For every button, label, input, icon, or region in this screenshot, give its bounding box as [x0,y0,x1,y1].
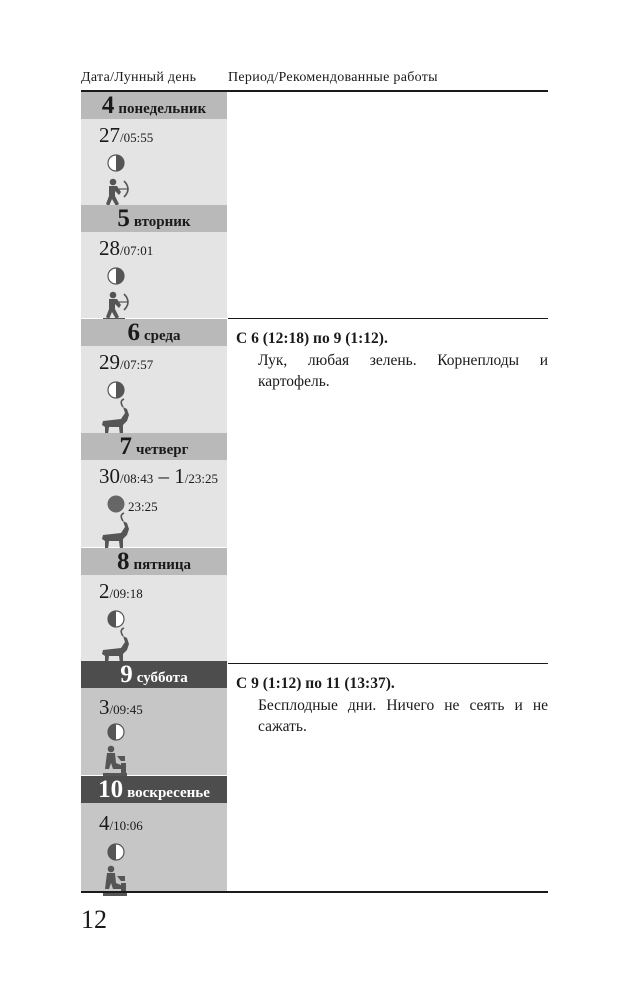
page-number: 12 [81,905,107,934]
period-text: Бесплодные дни. Ничего не сеять и не сажать. [258,697,548,735]
lunar-day: 27/05:55 [99,123,154,147]
weekday: понедельник [118,101,207,117]
bottom-rule [81,891,548,893]
day-header [81,776,227,803]
day-number: 8 [116,548,130,575]
day-column [81,92,227,891]
aquarius-icon [103,746,127,776]
day-cell [81,575,227,661]
lunar-day: 28/07:01 [99,236,154,260]
column-header-period: Период/Рекомендованные работы [228,70,438,85]
period-divider [228,663,548,664]
day-cell [81,232,227,318]
lunar-day: 30/08:43 – 1/23:25 [99,464,218,488]
period-entry [236,330,548,392]
period-text: Лук, любая зелень. Корнеплоды и картофель. [258,352,548,390]
weekday: суббота [136,670,188,686]
day-header [81,319,227,346]
weekday: вторник [133,214,191,230]
day-cell [81,346,227,433]
day-number: 9 [120,661,133,688]
moon-waxing-icon [108,382,124,398]
lunar-day: 3/09:45 [99,695,143,719]
lunar-day: 4/10:06 [99,811,143,835]
period-entry [236,675,548,737]
weekday: пятница [133,557,192,573]
day-cell [81,803,227,891]
day-header [81,661,227,688]
weekday: воскресенье [127,785,210,801]
new-moon-icon [108,496,125,513]
moon-waxing-icon [108,268,124,284]
day-cell [81,460,227,547]
day-cell [81,688,227,775]
day-number: 10 [98,776,124,803]
day-number: 5 [117,205,130,232]
lunar-day: 29/07:57 [99,350,154,374]
period-divider [228,318,548,319]
capricorn-icon [102,513,129,549]
day-number: 6 [127,319,140,346]
lunar-day: 2/09:18 [99,579,143,603]
weekday: четверг [136,442,189,458]
day-header [81,433,227,460]
period-title: С 9 (1:12) по 11 (13:37). [236,675,395,692]
day-header [81,92,227,119]
column-header-date: Дата/Лунный день [81,70,197,85]
sagittarius-icon [103,292,128,321]
day-number: 4 [101,92,115,119]
moon-waning-icon [108,844,124,860]
capricorn-icon [102,399,129,435]
moon-waxing-icon [108,155,124,171]
capricorn-icon [102,628,129,664]
moon-phase-time: 23:25 [128,499,158,514]
weekday: среда [143,328,181,344]
day-header [81,205,227,232]
period-title: С 6 (12:18) по 9 (1:12). [236,330,388,347]
day-number: 7 [119,433,133,460]
moon-waning-icon [108,611,124,627]
sagittarius-icon [103,179,128,208]
day-header [81,548,227,575]
moon-waning-icon [108,724,124,740]
day-cell [81,119,227,205]
